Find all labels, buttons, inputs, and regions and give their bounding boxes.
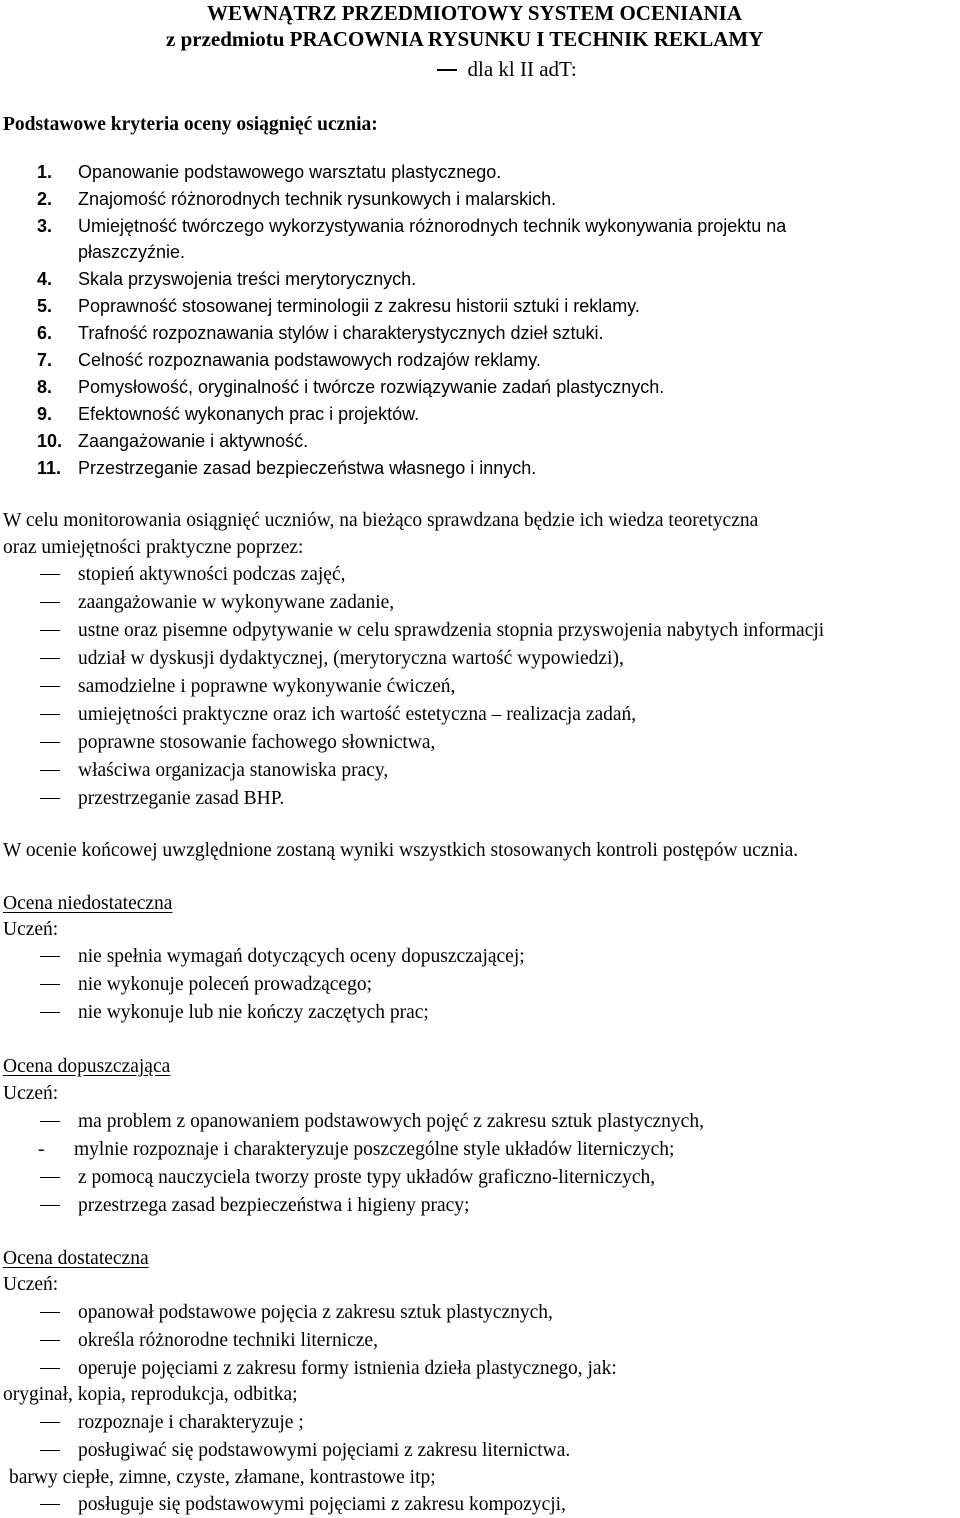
list-item-text: nie spełnia wymagań dotyczących oceny dopuszczającej; — [78, 946, 525, 967]
criteria-item-text: Znajomość różnorodnych technik rysunkowych i malarskich. — [78, 189, 557, 209]
list-item-text: przestrzeganie zasad BHP. — [78, 788, 285, 809]
list-item — [40, 1195, 60, 1216]
student-label: Uczeń: — [3, 919, 59, 940]
criteria-item: 6. — [37, 323, 53, 343]
criteria-heading: Podstawowe kryteria oceny osiągnięć ucznia: — [3, 114, 378, 135]
criteria-item-text: płaszczyźnie. — [78, 242, 186, 262]
list-item — [40, 564, 60, 585]
grade-heading-insufficient: Ocena niedostateczna — [3, 893, 173, 914]
list-item — [40, 1440, 60, 1461]
criteria-item-text: Opanowanie podstawowego warsztatu plastycznego. — [78, 162, 502, 182]
list-item — [40, 1330, 60, 1351]
list-item-text: udział w dyskusji dydaktycznej, (merytoryczna wartość wypowiedzi), — [78, 648, 624, 669]
list-item — [40, 974, 60, 995]
dash-icon — [40, 686, 60, 688]
list-item-text: posługuje się podstawowymi pojęciami z zakresu kompozycji, — [78, 1494, 566, 1515]
criteria-item: 4. — [37, 269, 53, 289]
criteria-item: 11. — [37, 458, 62, 478]
list-item-text: stopień aktywności podczas zajęć, — [78, 564, 346, 585]
list-item-text: ma problem z opanowaniem podstawowych pojęć z zakresu sztuk plastycznych, — [78, 1111, 704, 1132]
list-item-text: właściwa organizacja stanowiska pracy, — [78, 760, 389, 781]
list-item-text: nie wykonuje poleceń prowadzącego; — [78, 974, 373, 995]
criteria-item: 2. — [37, 189, 53, 209]
list-item — [40, 732, 60, 753]
class-line — [437, 58, 577, 81]
document-subtitle: z przedmiotu PRACOWNIA RYSUNKU I TECHNIK REKLAMY — [166, 27, 764, 51]
list-item-text: opanował podstawowe pojęcia z zakresu sztuk plastycznych, — [78, 1302, 553, 1323]
list-item — [40, 946, 60, 967]
criteria-item-text: Efektowność wykonanych prac i projektów. — [78, 404, 420, 424]
dash-icon — [40, 984, 60, 986]
list-item-text: ustne oraz pisemne odpytywanie w celu sprawdzenia stopnia przyswojenia nabytych informacji — [78, 620, 825, 641]
list-item-text: poprawne stosowanie fachowego słownictwa, — [78, 732, 436, 753]
list-item — [40, 704, 60, 725]
list-item — [40, 1412, 60, 1433]
criteria-item: 10. — [37, 431, 63, 451]
list-item-text: nie wykonuje lub nie kończy zaczętych prac; — [78, 1002, 429, 1023]
list-item-text: operuje pojęciami z zakresu formy istnienia dzieła plastycznego, jak: — [78, 1358, 617, 1379]
list-item-text: przestrzega zasad bezpieczeństwa i higieny pracy; — [78, 1195, 470, 1216]
criteria-item-text: Przestrzeganie zasad bezpieczeństwa własnego i innych. — [78, 458, 537, 478]
dash-icon — [40, 1368, 60, 1370]
list-item — [40, 592, 60, 613]
criteria-item: 7. — [37, 350, 53, 370]
list-item — [40, 620, 60, 641]
dash-icon — [40, 1177, 60, 1179]
criteria-item: 8. — [37, 377, 53, 397]
criteria-item-text: Zaangażowanie i aktywność. — [78, 431, 309, 451]
dash-icon — [40, 1205, 60, 1207]
criteria-item: 1. — [37, 162, 53, 182]
list-item — [40, 1358, 60, 1379]
list-item-text: rozpoznaje i charakteryzuje ; — [78, 1412, 304, 1433]
list-item-text: zaangażowanie w wykonywane zadanie, — [78, 592, 395, 613]
criteria-item-text: Umiejętność twórczego wykorzystywania różnorodnych technik wykonywania projektu na — [78, 216, 787, 236]
dash-icon — [40, 770, 60, 772]
list-item-text: mylnie rozpoznaje i charakteryzuje poszczególne style układów literniczych; — [74, 1139, 675, 1160]
dash-icon — [40, 1121, 60, 1123]
list-item — [40, 1002, 60, 1023]
dash-icon — [40, 1450, 60, 1452]
list-item-text: posługiwać się podstawowymi pojęciami z zakresu liternictwa. — [78, 1440, 571, 1461]
student-label: Uczeń: — [3, 1274, 59, 1295]
continuation-text: oryginał, kopia, reprodukcja, odbitka; — [3, 1384, 298, 1405]
hyphen-marker: - — [38, 1139, 45, 1160]
dash-icon — [40, 1504, 60, 1506]
continuation-text: barwy ciepłe, zimne, czyste, złamane, kontrastowe itp; — [9, 1467, 436, 1488]
list-item — [40, 648, 60, 669]
dash-icon — [40, 630, 60, 632]
criteria-item-text: Celność rozpoznawania podstawowych rodzajów reklamy. — [78, 350, 541, 370]
criteria-item: 9. — [37, 404, 53, 424]
grade-heading-satisfactory: Ocena dostateczna — [3, 1248, 149, 1269]
dash-icon — [40, 956, 60, 958]
dash-icon — [40, 1012, 60, 1014]
dash-icon — [40, 714, 60, 716]
criteria-item-text: Trafność rozpoznawania stylów i charakterystycznych dzieł sztuki. — [78, 323, 604, 343]
student-label: Uczeń: — [3, 1083, 59, 1104]
list-item — [40, 676, 60, 697]
monitoring-intro: W celu monitorowania osiągnięć uczniów, na bieżąco sprawdzana będzie ich wiedza teoretyczna — [3, 510, 759, 531]
document-title: WEWNĄTRZ PRZEDMIOTOWY SYSTEM OCENIANIA — [207, 1, 742, 25]
dash-icon — [40, 742, 60, 744]
class-line-text: dla kl II adT: — [467, 57, 577, 81]
list-item-text: z pomocą nauczyciela tworzy proste typy układów graficzno-literniczych, — [78, 1167, 656, 1188]
list-item — [40, 760, 60, 781]
dash-icon — [40, 1422, 60, 1424]
criteria-item-text: Pomysłowość, oryginalność i twórcze rozwiązywanie zadań plastycznych. — [78, 377, 665, 397]
criteria-item: 3. — [37, 216, 53, 236]
list-item — [40, 1111, 60, 1132]
criteria-item-text: Poprawność stosowanej terminologii z zakresu historii sztuki i reklamy. — [78, 296, 640, 316]
list-item-text: samodzielne i poprawne wykonywanie ćwiczeń, — [78, 676, 456, 697]
list-item — [40, 1302, 60, 1323]
list-item-text: umiejętności praktyczne oraz ich wartość estetyczna – realizacja zadań, — [78, 704, 637, 725]
list-item-text: określa różnorodne techniki liternicze, — [78, 1330, 378, 1351]
grade-heading-sufficient: Ocena dopuszczająca — [3, 1056, 171, 1077]
list-item — [40, 1494, 60, 1515]
criteria-item: 5. — [37, 296, 53, 316]
dash-icon — [40, 658, 60, 660]
dash-icon — [40, 1312, 60, 1314]
monitoring-intro: oraz umiejętności praktyczne poprzez: — [3, 537, 304, 558]
list-item — [40, 1167, 60, 1188]
dash-icon — [40, 798, 60, 800]
list-item — [40, 788, 60, 809]
final-note: W ocenie końcowej uwzględnione zostaną wyniki wszystkich stosowanych kontroli postępów ucznia. — [3, 840, 799, 861]
dash-icon — [40, 1340, 60, 1342]
dash-icon — [40, 574, 60, 576]
dash-icon — [40, 602, 60, 604]
dash-icon — [437, 69, 457, 71]
criteria-item-text: Skala przyswojenia treści merytorycznych. — [78, 269, 417, 289]
